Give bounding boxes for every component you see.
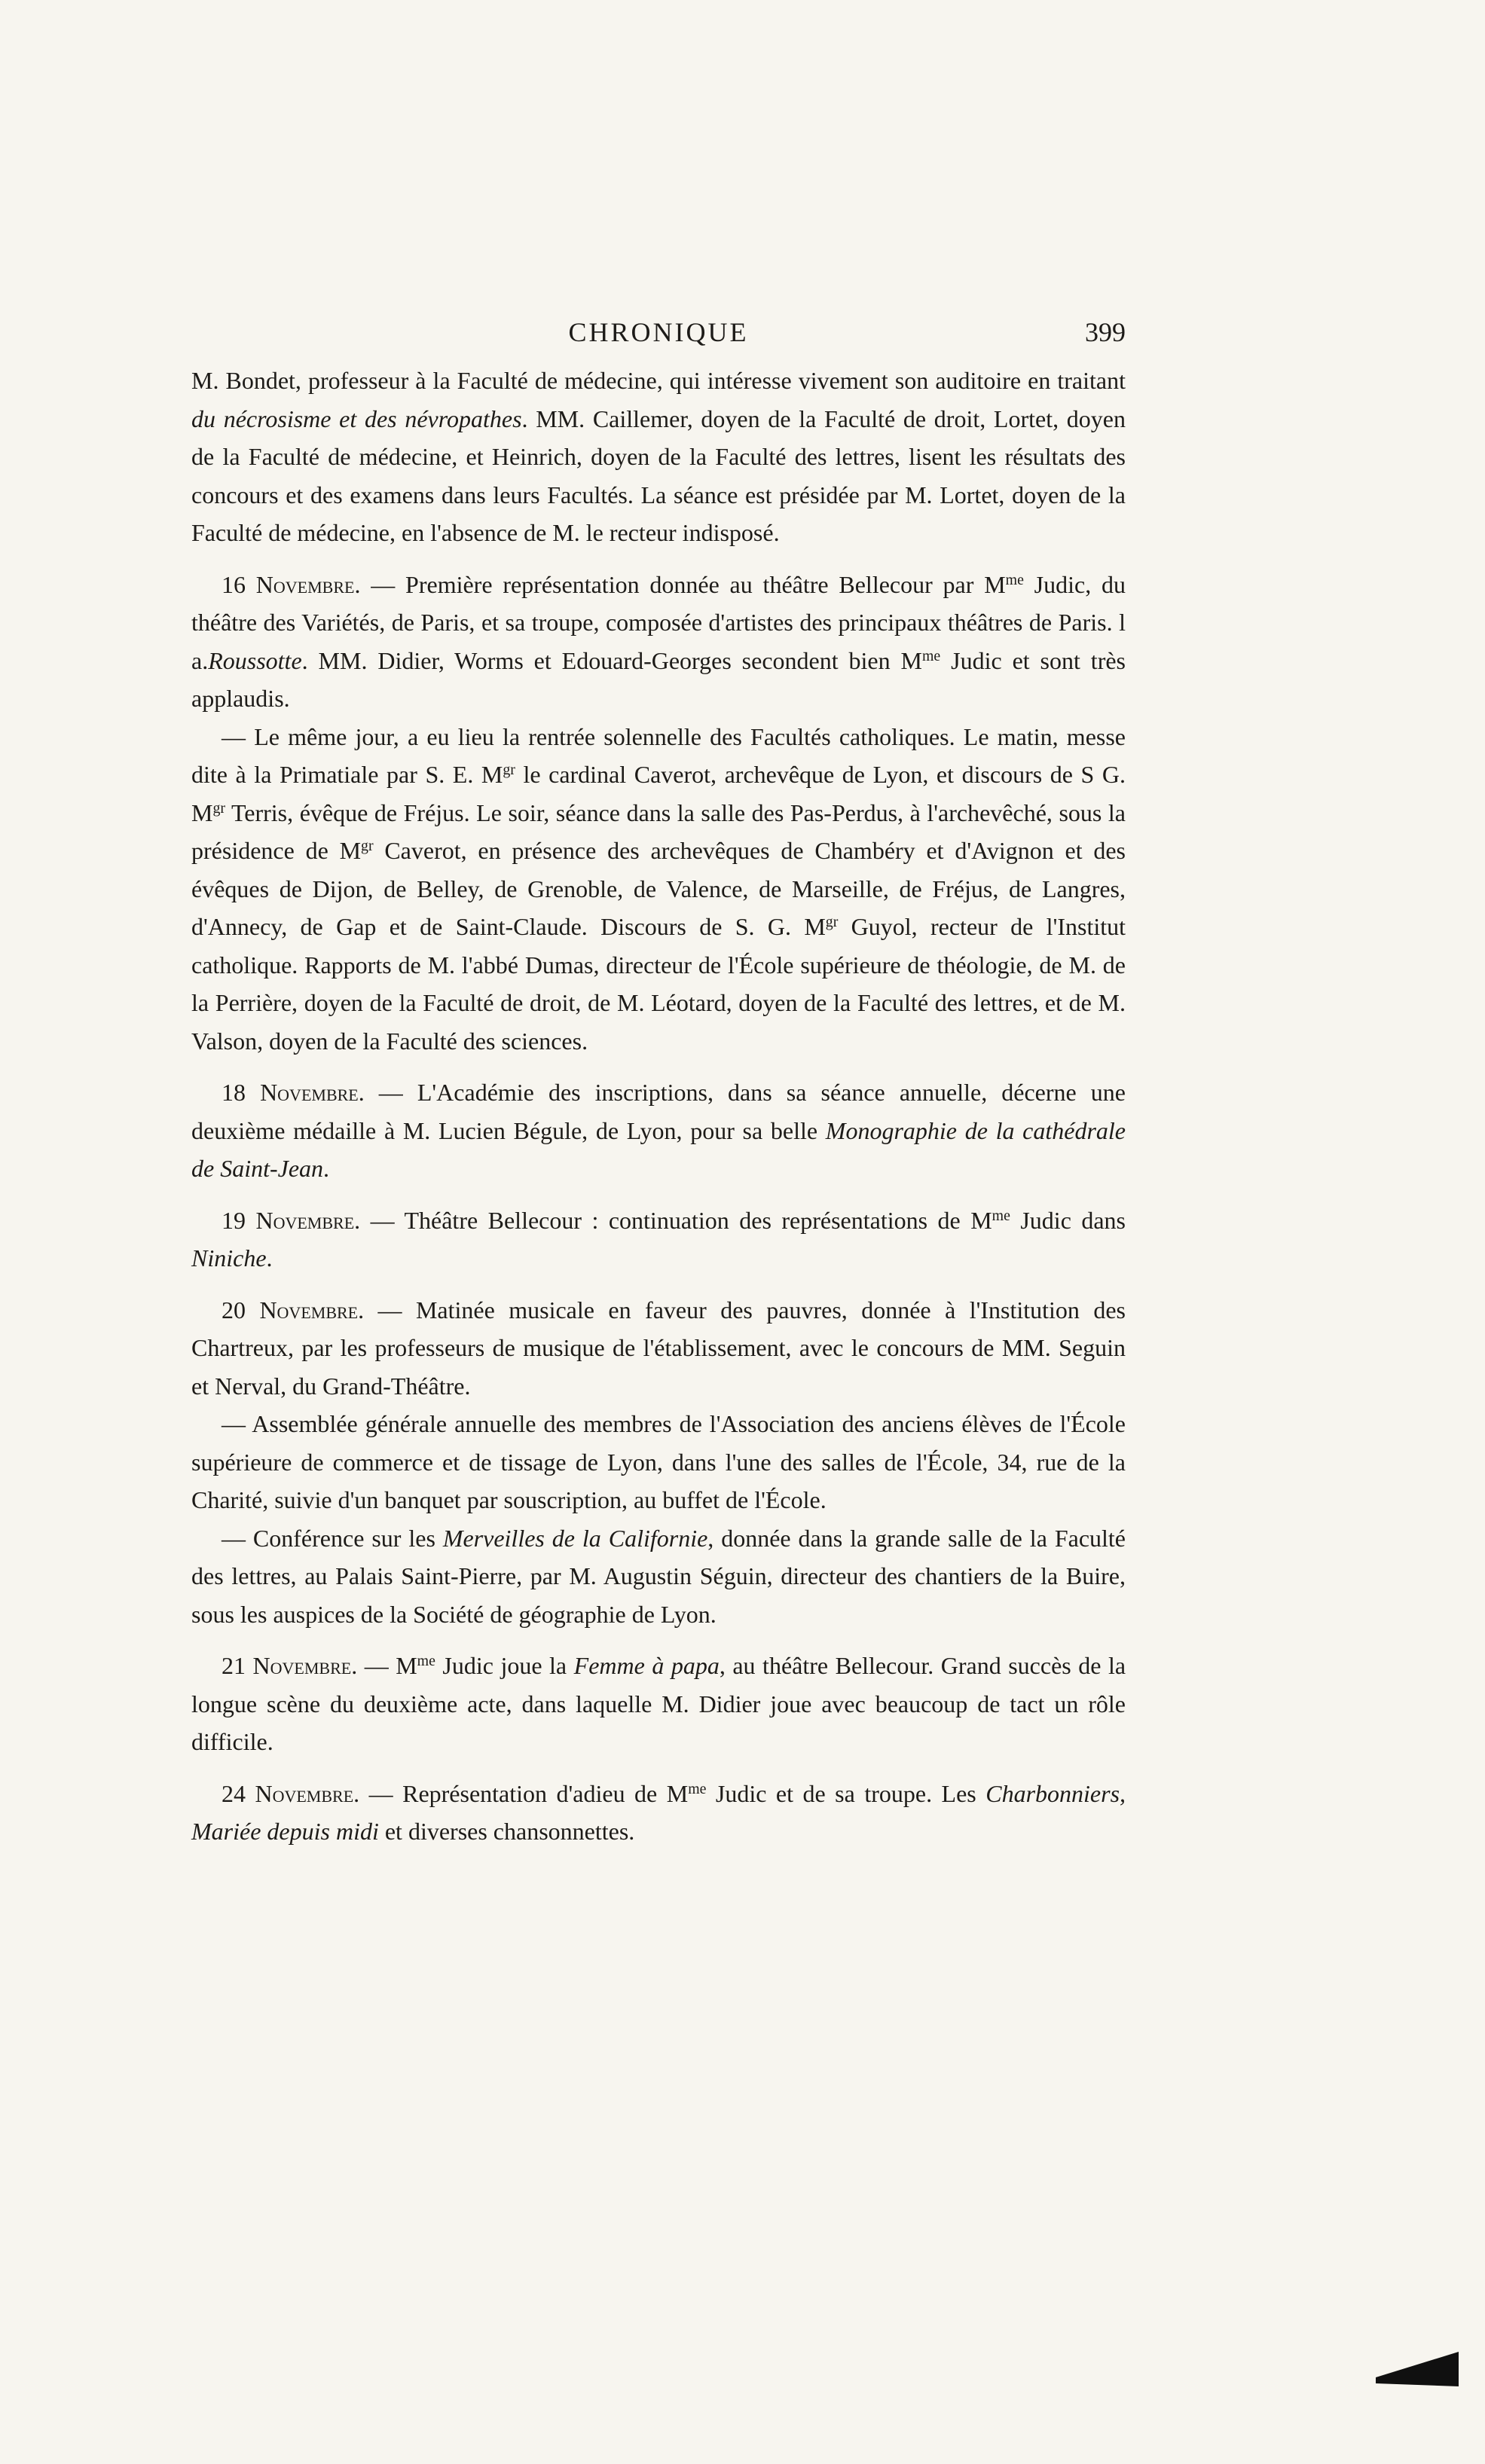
text-run: 20 — [222, 1296, 260, 1324]
entry-24-novembre — [191, 1775, 1126, 1851]
text-run: . — Première représentation donnée au théâtre Bellecour par M — [354, 570, 1006, 598]
italic-title: Merveilles de la Californie — [442, 1524, 708, 1552]
superscript-abbrev: gr — [503, 762, 515, 779]
date-month: Novembre — [255, 1779, 354, 1807]
superscript-abbrev: me — [921, 647, 941, 664]
text-run: . — Représentation d'adieu de M — [353, 1779, 689, 1807]
chronicle-text — [191, 362, 1126, 1851]
entry-21-novembre — [191, 1647, 1126, 1761]
date-month: Novembre — [259, 1296, 359, 1324]
entry-19-novembre — [191, 1201, 1126, 1278]
text-run: . MM. Caillemer, doyen de la Faculté de droit, Lortet, doyen de la Faculté de médecine, et Heinrich, doyen de la Faculté des lettres, lisent les résultats des concours et des examens dans leurs Facultés. La séance est présidée par M. Lortet, doyen de la Faculté de médecine, en l'absence de M. le recteur indisposé. — [191, 405, 1126, 546]
text-run: 24 — [222, 1779, 255, 1807]
running-header — [191, 316, 1126, 353]
entry-16-novembre-facultes-catholiques — [191, 718, 1126, 1061]
text-run: . — L'Académie des inscriptions, dans sa séance annuelle, décerne une deuxième médaille à M. Lucien Bégule, de Lyon, pour sa belle — [191, 1079, 1126, 1144]
date-month: Novembre — [252, 1652, 352, 1679]
italic-title: Roussotte — [208, 646, 302, 674]
italic-title: Femme à papa — [573, 1652, 720, 1679]
text-run: . — Théâtre Bellecour : continuation des représentations de M — [354, 1206, 992, 1234]
text-run: Guyol, recteur de l'Institut catholique. Rapports de M. l'abbé Dumas, directeur de l'École supérieure de théologie, de M. de la Perrière, doyen de la Faculté de droit, de M. Léotard, doyen de la Faculté des lettres, et de M. Valson, doyen de la Faculté des sciences. — [191, 913, 1126, 1055]
italic-title: Niniche — [191, 1244, 267, 1272]
superscript-abbrev: gr — [212, 799, 225, 817]
text-run: 16 — [222, 570, 256, 598]
entry-20-novembre-conference — [191, 1519, 1126, 1634]
text-run: — Le même jour, a eu lieu la rentrée solennelle des Facultés catholiques. Le matin, messe dite à la Primatiale par S. E. M — [191, 722, 1126, 788]
superscript-abbrev: me — [1005, 571, 1024, 588]
text-run: . — [323, 1155, 330, 1182]
text-run: Judic et de sa troupe. Les — [706, 1779, 986, 1807]
text-run: 18 — [222, 1079, 261, 1106]
superscript-abbrev: me — [688, 1780, 707, 1797]
text-run: Judic dans — [1010, 1206, 1126, 1234]
superscript-abbrev: gr — [361, 838, 374, 855]
italic-title: Monographie de la cathédrale de Saint-Jean — [191, 1116, 1126, 1182]
date-month: Novembre — [255, 570, 355, 598]
text-run: , donnée dans la grande salle de la Faculté des lettres, au Palais Saint-Pierre, par M. Augustin Séguin, directeur des chantiers de la Buire, sous les auspices de la Société de géographie de Lyon. — [191, 1524, 1126, 1628]
superscript-abbrev: me — [417, 1653, 435, 1670]
entry-continuation — [191, 362, 1126, 552]
text-run: Judic joue la — [435, 1652, 574, 1679]
italic-title: du nécrosisme et des névropathes — [191, 405, 522, 432]
text-run: , au théâtre Bellecour. Grand succès de la longue scène du deuxième acte, dans laquelle M. Didier joue avec beaucoup de tact un rôle difficile. — [191, 1652, 1126, 1755]
text-run: 19 — [222, 1206, 256, 1234]
entry-20-novembre — [191, 1291, 1126, 1406]
corner-wedge-mark — [1376, 2352, 1459, 2386]
date-month: Novembre — [255, 1206, 355, 1234]
text-run: M. Bondet, professeur à la Faculté de médecine, qui intéresse vivement son auditoire en traitant — [191, 367, 1126, 394]
entry-18-novembre — [191, 1073, 1126, 1188]
page-number: 399 — [1085, 317, 1126, 347]
text-run: le cardinal Caverot, archevêque de Lyon, et discours de S G. M — [191, 761, 1126, 826]
text-run: — Assemblée générale annuelle des membres de l'Association des anciens élèves de l'École supérieure de commerce et de tissage de Lyon, dans l'une des salles de l'École, 34, rue de la Charité, suivie d'un banquet par souscription, au buffet de l'École. — [191, 1410, 1126, 1513]
page-content — [191, 316, 1126, 1851]
text-run: Judic et sont très applaudis. — [191, 646, 1126, 712]
text-run: . — M — [351, 1652, 417, 1679]
text-run: . MM. Didier, Worms et Edouard-Georges secondent bien M — [301, 646, 922, 674]
text-run: et diverses chansonnettes. — [378, 1818, 635, 1845]
text-run: . — Matinée musicale en faveur des pauvres, donnée à l'Institution des Chartreux, par les professeurs de musique de l'établissement, avec le concours de MM. Seguin et Nerval, du Grand-Théâtre. — [191, 1296, 1126, 1400]
text-run: Caverot, en présence des archevêques de Chambéry et d'Avignon et des évêques de Dijon, de Belley, de Grenoble, de Valence, de Marseille, de Fréjus, de Langres, d'Annecy, de Gap et de Saint-Claude. Discours de S. G. M — [191, 837, 1126, 940]
text-run: Judic, du théâtre des Variétés, de Paris, et sa troupe, composée d'artistes des principaux théâtres de Paris. l a. — [191, 570, 1126, 674]
text-run: 21 — [222, 1652, 253, 1679]
date-month: Novembre — [260, 1079, 359, 1106]
running-title: CHRONIQUE — [568, 317, 749, 347]
superscript-abbrev: me — [992, 1207, 1010, 1224]
entry-16-novembre — [191, 566, 1126, 718]
superscript-abbrev: gr — [825, 914, 839, 931]
text-run: Terris, évêque de Fréjus. Le soir, séance dans la salle des Pas-Perdus, à l'archevêché, sous la présidence de M — [191, 798, 1126, 864]
entry-20-novembre-assemblee — [191, 1405, 1126, 1519]
text-run: . — [266, 1244, 273, 1272]
italic-title: Charbonniers, Mariée depuis midi — [191, 1779, 1126, 1845]
text-run: — Conférence sur les — [222, 1524, 443, 1552]
